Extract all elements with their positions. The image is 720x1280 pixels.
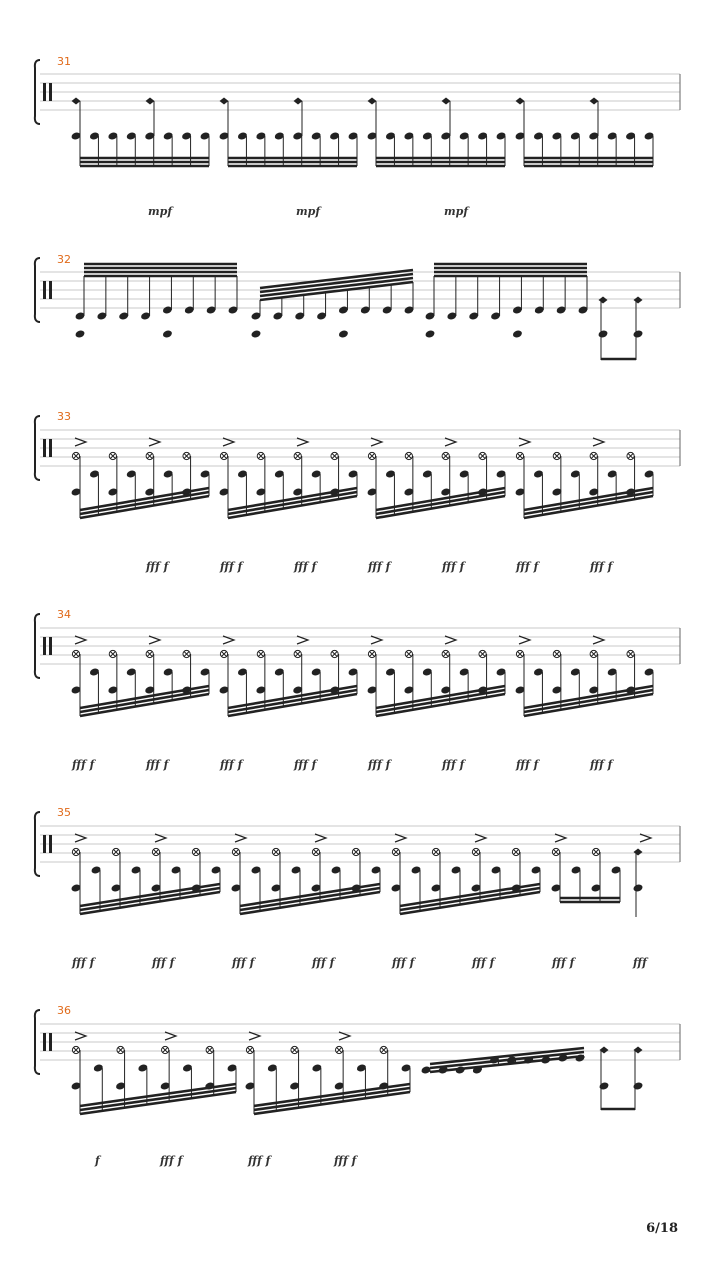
- dynamic-marking: fff f: [232, 956, 255, 969]
- dynamic-marking: fff f: [220, 560, 243, 573]
- note-beam: [524, 492, 653, 514]
- hihat-notehead: [72, 98, 81, 105]
- system-bracket: [35, 1010, 40, 1074]
- system-bracket: [35, 614, 40, 678]
- note-beam: [80, 1088, 236, 1110]
- notehead: [512, 329, 523, 338]
- percussion-clef: [49, 439, 52, 457]
- percussion-clef: [43, 1033, 46, 1051]
- hihat-notehead: [516, 98, 525, 105]
- notehead: [599, 1081, 610, 1090]
- percussion-clef: [43, 439, 46, 457]
- notation-layer: [35, 60, 680, 1114]
- notehead: [338, 329, 349, 338]
- dynamic-marking: fff f: [72, 956, 95, 969]
- note-beam: [80, 690, 209, 712]
- dynamic-marking: fff f: [312, 956, 335, 969]
- dynamic-marking: fff f: [72, 758, 95, 771]
- note-beam: [260, 274, 413, 292]
- percussion-clef: [49, 1033, 52, 1051]
- notehead: [421, 1065, 432, 1074]
- measure-number: 34: [57, 608, 71, 621]
- percussion-clef: [49, 281, 52, 299]
- note-beam: [400, 888, 540, 910]
- percussion-clef: [43, 83, 46, 101]
- dynamic-marking: mpf: [296, 205, 321, 218]
- hihat-notehead: [368, 98, 377, 105]
- note-beam: [80, 492, 209, 514]
- dynamic-marking: fff f: [392, 956, 415, 969]
- measure-number: 35: [57, 806, 71, 819]
- hihat-notehead: [634, 849, 643, 856]
- notehead: [633, 883, 644, 892]
- page-number: 6/18: [646, 1221, 678, 1236]
- dynamic-marking: fff: [633, 956, 647, 969]
- note-beam: [376, 492, 505, 514]
- dynamic-marking: fff f: [590, 560, 613, 573]
- system-bracket: [35, 258, 40, 322]
- measure-number: 33: [57, 410, 71, 423]
- hihat-notehead: [442, 98, 451, 105]
- hihat-notehead: [220, 98, 229, 105]
- notehead: [162, 329, 173, 338]
- notehead: [75, 329, 86, 338]
- measure-number: 36: [57, 1004, 71, 1017]
- hihat-notehead: [634, 297, 643, 304]
- dynamic-marking: fff f: [220, 758, 243, 771]
- dynamic-marking: fff f: [294, 560, 317, 573]
- note-beam: [430, 1056, 584, 1072]
- dynamic-marking: fff f: [442, 560, 465, 573]
- percussion-clef: [49, 83, 52, 101]
- dynamic-marking: fff f: [248, 1154, 271, 1167]
- dynamic-marking: f: [95, 1154, 100, 1167]
- dynamic-marking: fff f: [294, 758, 317, 771]
- dynamic-marking: fff f: [368, 758, 391, 771]
- hihat-notehead: [590, 98, 599, 105]
- percussion-clef: [49, 637, 52, 655]
- dynamic-marking: fff f: [146, 560, 169, 573]
- note-beam: [254, 1088, 410, 1110]
- dynamic-marking: fff f: [152, 956, 175, 969]
- dynamic-marking: fff f: [334, 1154, 357, 1167]
- dynamic-marking: fff f: [552, 956, 575, 969]
- system-bracket: [35, 812, 40, 876]
- hihat-notehead: [146, 98, 155, 105]
- dynamic-marking: fff f: [442, 758, 465, 771]
- notehead: [251, 329, 262, 338]
- dynamic-marking: mpf: [148, 205, 173, 218]
- dynamic-marking: fff f: [472, 956, 495, 969]
- note-beam: [524, 690, 653, 712]
- dynamic-marking: fff f: [590, 758, 613, 771]
- dynamic-marking: fff f: [368, 560, 391, 573]
- percussion-clef: [43, 637, 46, 655]
- dynamic-marking: mpf: [444, 205, 469, 218]
- percussion-clef: [49, 835, 52, 853]
- measure-number: 32: [57, 253, 71, 266]
- note-beam: [228, 492, 357, 514]
- hihat-notehead: [294, 98, 303, 105]
- percussion-clef: [43, 835, 46, 853]
- note-beam: [240, 888, 380, 910]
- system-bracket: [35, 416, 40, 480]
- note-beam: [228, 690, 357, 712]
- measure-number: 31: [57, 55, 71, 68]
- dynamic-marking: fff f: [160, 1154, 183, 1167]
- dynamic-marking: fff f: [516, 758, 539, 771]
- note-beam: [80, 888, 220, 910]
- system-32: [57, 253, 71, 266]
- notehead: [425, 329, 436, 338]
- dynamic-marking: fff f: [146, 758, 169, 771]
- notehead: [598, 329, 609, 338]
- system-bracket: [35, 60, 40, 124]
- percussion-clef: [43, 281, 46, 299]
- notehead: [633, 1081, 644, 1090]
- notehead: [633, 329, 644, 338]
- dynamic-marking: fff f: [516, 560, 539, 573]
- note-beam: [376, 690, 505, 712]
- hihat-notehead: [599, 297, 608, 304]
